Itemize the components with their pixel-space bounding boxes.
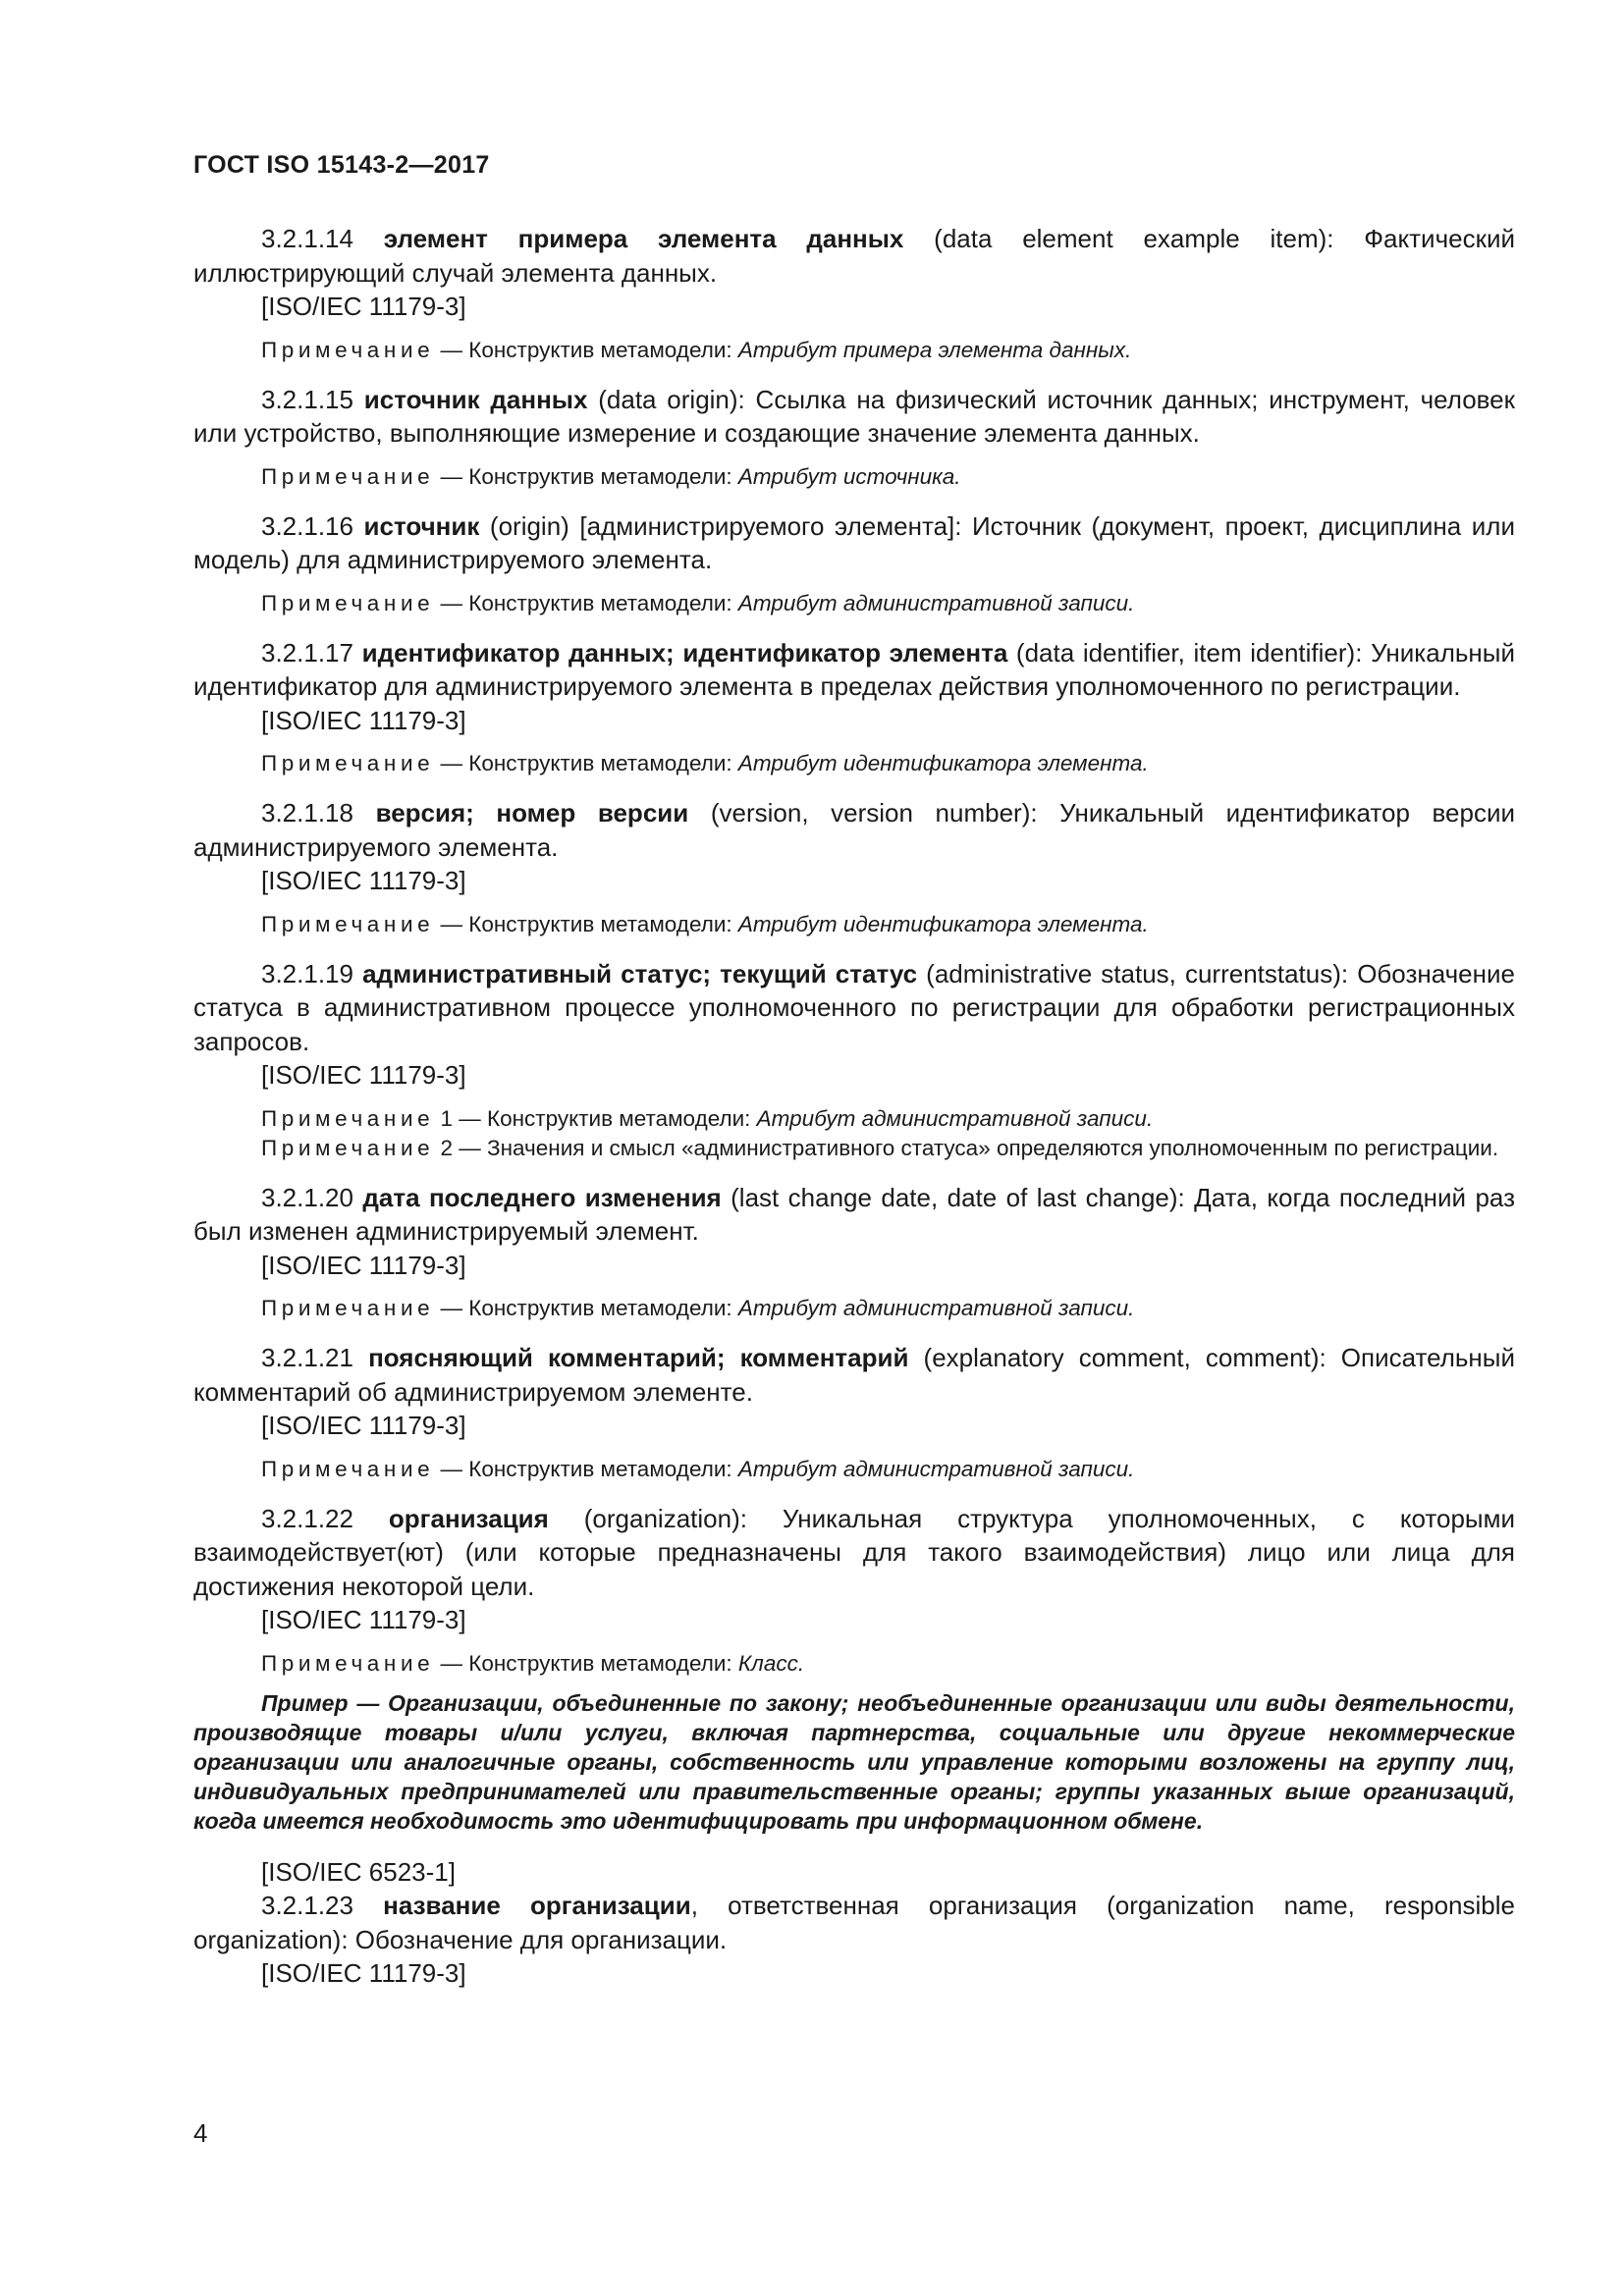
- term-note: [193, 749, 1515, 778]
- term-text: (last change date, date of last change): Дата, когда последний раз был изменен администрируемый элемент.: [193, 1182, 1515, 1246]
- term-note: [193, 336, 1515, 365]
- term-title: административный статус; текущий статус: [362, 958, 918, 988]
- term-title: источник: [363, 510, 480, 541]
- note-label: Примечание: [261, 463, 435, 489]
- note-text: — Конструктив метамодели:: [434, 590, 738, 615]
- term-definition: [193, 383, 1515, 451]
- term-definition: [193, 796, 1515, 864]
- term-text: , ответственная организация (organization name, responsible organization): Обозначение для организации.: [193, 1891, 1515, 1954]
- note-italic: Атрибут административной записи.: [737, 590, 1135, 615]
- term-number: 3.2.1.16: [261, 510, 353, 541]
- note-italic: Класс.: [737, 1650, 805, 1676]
- note-label: Примечание: [261, 590, 435, 615]
- term-text: (data origin): Ссылка на физический источник данных; инструмент, человек или устройство, выполняющие измерение и создающие значение элемента данных.: [193, 384, 1516, 448]
- note-label: Примечание: [261, 1456, 435, 1481]
- term-number: 3.2.1.18: [261, 798, 353, 828]
- term-title: поясняющий комментарий; комментарий: [368, 1343, 909, 1372]
- term-note: [193, 462, 1515, 492]
- term-title: дата последнего изменения: [362, 1182, 722, 1212]
- note-italic: Атрибут административной записи.: [737, 1296, 1135, 1320]
- term-note: [193, 1455, 1515, 1484]
- note-label: Примечание: [261, 1650, 435, 1676]
- term-definition: [193, 1181, 1515, 1249]
- term-text: (explanatory comment, comment): Описательный комментарий об администрируемом элементе.: [193, 1343, 1515, 1407]
- term-entry: [193, 796, 1515, 939]
- term-title: источник данных: [363, 384, 588, 414]
- document-body: [193, 222, 1515, 2008]
- term-text: (administrative status, currentstatus): Обозначение статуса в административном процессе уполномоченного по регистрации для обработки регистрационных запросов.: [193, 958, 1515, 1056]
- note-italic: Атрибут источника.: [737, 463, 961, 489]
- term-text: (version, version number): Уникальный идентификатор версии администрируемого элемента.: [193, 798, 1515, 862]
- term-reference: [ISO/IEC 11179-3]: [261, 1250, 466, 1280]
- term-entry: [193, 1181, 1515, 1324]
- page-number: 4: [193, 2118, 208, 2148]
- term-text: (organization): Уникальная структура уполномоченных, с которыми взаимодействует(ют) (или которые предназначены для такого взаимодействия) лицо или лица для достижения некоторой цели.: [193, 1503, 1515, 1601]
- term-note: [193, 589, 1515, 618]
- note-italic: Атрибут административной записи.: [756, 1105, 1154, 1131]
- term-entry: [193, 636, 1515, 779]
- note-italic: Атрибут идентификатора элемента.: [737, 911, 1149, 936]
- term-text: (data identifier, item identifier): Уникальный идентификатор для администрируемого элемента в пределах действия уполномоченного по регистрации.: [193, 637, 1515, 701]
- term-number: 3.2.1.19: [261, 958, 353, 988]
- note-text: 1 — Конструктив метамодели:: [434, 1105, 757, 1131]
- term-entry: [193, 1889, 1515, 1991]
- term-reference: [ISO/IEC 11179-3]: [261, 1411, 466, 1440]
- term-example: Пример — Организации, объединенные по закону; необъединенные организации или виды деятельности, производящие товары и/или услуги, включая партнерства, социальные или другие некоммерческие организации или аналогичные органы, собственность или управление которыми возложены на группу лиц, индивидуальных предпринимателей или правительственные органы; группы указанных выше организаций, когда имеется необходимость это идентифицировать при информационном обмене.: [193, 1689, 1515, 1834]
- note-label: Примечание: [261, 1296, 435, 1320]
- term-definition: [193, 509, 1515, 577]
- term-number: 3.2.1.15: [261, 384, 353, 414]
- term-note: [193, 1294, 1515, 1323]
- term-note: [193, 910, 1515, 939]
- note-text: — Конструктив метамодели:: [434, 911, 738, 936]
- term-reference: [ISO/IEC 11179-3]: [261, 1958, 466, 1988]
- term-title: название организации: [383, 1891, 691, 1920]
- note-italic: Атрибут идентификатора элемента.: [737, 751, 1149, 775]
- term-number: 3.2.1.14: [261, 224, 353, 253]
- note-text: 2 — Значения и смысл «административного статуса» определяются уполномоченным по регистрации.: [434, 1135, 1499, 1160]
- note-italic: Атрибут административной записи.: [737, 1456, 1135, 1481]
- note-text: — Конструктив метамодели:: [434, 337, 738, 362]
- term-text: (origin) [администрируемого элемента]: Источник (документ, проект, дисциплина или модель) для администрируемого элемента.: [193, 510, 1515, 574]
- note-label: Примечание: [261, 911, 435, 936]
- term-note-2: [193, 1134, 1515, 1163]
- note-label: Примечание: [261, 751, 435, 775]
- term-reference: [ISO/IEC 11179-3]: [261, 1060, 466, 1090]
- document-header: ГОСТ ISO 15143-2—2017: [193, 151, 490, 179]
- term-entry: [193, 222, 1515, 365]
- term-definition: [193, 636, 1515, 704]
- term-number: 3.2.1.20: [261, 1182, 353, 1212]
- note-text: — Конструктив метамодели:: [434, 1650, 738, 1676]
- term-entry: [193, 509, 1515, 618]
- term-title: идентификатор данных; идентификатор элемента: [361, 637, 1008, 667]
- term-title: версия; номер версии: [375, 798, 689, 828]
- term-note-1: [193, 1104, 1515, 1134]
- term-number: 3.2.1.23: [261, 1891, 353, 1920]
- term-definition: [193, 1341, 1515, 1409]
- note-label: Примечание: [261, 1105, 435, 1131]
- term-text: (data element example item): Фактический иллюстрирующий случай элемента данных.: [193, 224, 1515, 288]
- note-label: Примечание: [261, 337, 435, 362]
- term-entry: [193, 1341, 1515, 1484]
- term-reference: [ISO/IEC 11179-3]: [261, 705, 466, 735]
- term-number: 3.2.1.21: [261, 1343, 353, 1372]
- term-definition: [193, 1889, 1515, 1956]
- note-italic: Атрибут примера элемента данных.: [737, 337, 1132, 362]
- term-number: 3.2.1.17: [261, 637, 353, 667]
- term-definition: [193, 1502, 1515, 1604]
- term-reference: [ISO/IEC 11179-3]: [261, 1605, 466, 1634]
- term-title: организация: [388, 1503, 549, 1533]
- example-reference: [ISO/IEC 6523-1]: [261, 1856, 456, 1887]
- note-text: — Конструктив метамодели:: [434, 463, 738, 489]
- term-definition: [193, 222, 1515, 290]
- term-entry: [193, 957, 1515, 1163]
- term-reference: [ISO/IEC 11179-3]: [261, 292, 466, 321]
- term-number: 3.2.1.22: [261, 1503, 353, 1533]
- note-text: — Конструктив метамодели:: [434, 751, 738, 775]
- term-reference: [ISO/IEC 11179-3]: [261, 866, 466, 895]
- note-text: — Конструктив метамодели:: [434, 1296, 738, 1320]
- term-definition: [193, 957, 1515, 1059]
- term-note: [193, 1649, 1515, 1679]
- note-text: — Конструктив метамодели:: [434, 1456, 738, 1481]
- term-entry: [193, 1502, 1515, 1890]
- note-label: Примечание: [261, 1135, 435, 1160]
- term-entry: [193, 383, 1515, 492]
- term-title: элемент примера элемента данных: [383, 224, 904, 253]
